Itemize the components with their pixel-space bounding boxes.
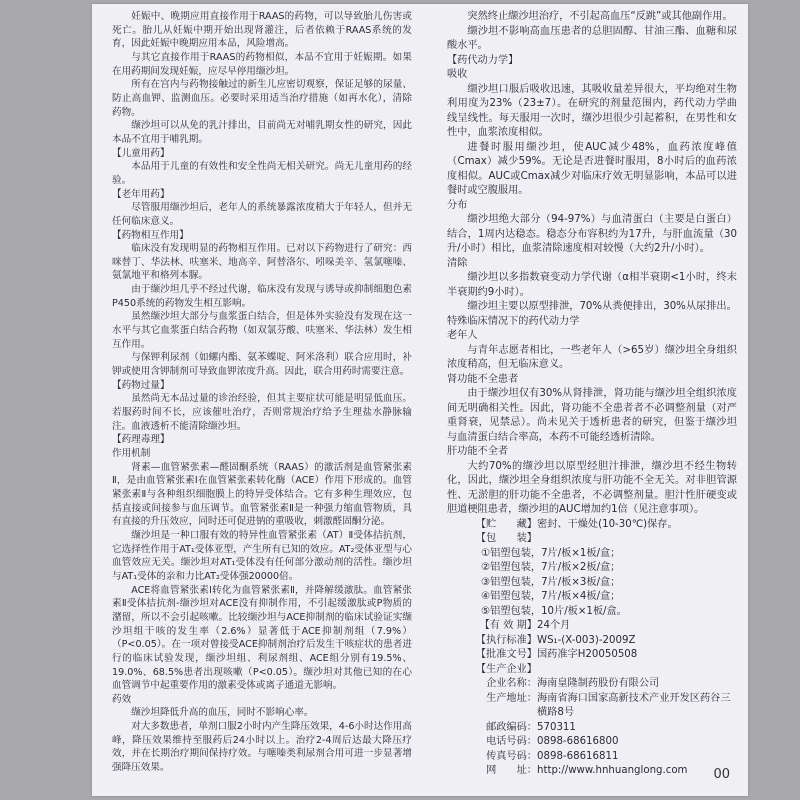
paragraph: 突然终止缬沙坦治疗，不引起高血压“反跳”或其他副作用。 bbox=[467, 11, 733, 22]
paragraph: 虽然缬沙坦大部分与血浆蛋白结合，但是体外实验没有发现在这一水平与其它血浆蛋白结合药物（如双氯芬酸、呋塞米、华法林）发生相互作用。 bbox=[112, 311, 412, 350]
info-label: 网 址： bbox=[486, 765, 537, 776]
info-row bbox=[447, 634, 737, 649]
section-heading: 【药物过量】 bbox=[112, 379, 170, 391]
subheading: 分布 bbox=[447, 199, 468, 211]
paragraph: 缬沙坦可以从免的乳汁排出，目前尚无对哺乳期女性的研究，因此本品不宜用于哺乳期。 bbox=[112, 120, 412, 145]
info-row bbox=[447, 764, 737, 779]
page-number: 00 bbox=[713, 767, 730, 782]
info-label: 生产地址： bbox=[486, 692, 537, 704]
paragraph: 缬沙坦主要以原型排泄，70%从粪便排出，30%从尿排出。 bbox=[467, 301, 737, 312]
paragraph: 缬沙坦口服后吸收迅速，其吸收量差异很大，平均绝对生物利用度为23%（23±7）。在研究的剂量范围内，药代动力学曲线呈线性。每天服用一次时，缬沙坦很少引起蓄积，在男性和女性中，血浆浓度相似。 bbox=[447, 83, 737, 138]
paragraph: 缬沙坦是一种口服有效的特异性血管紧张素（AT）Ⅱ受体拮抗剂，它选择性作用于AT₁受体亚型，产生所有已知的效应。AT₂受体亚型与心血管效应无关。缬沙坦对AT₁受体没有任何部分激动剂的活性。缬沙坦与AT₁受体的亲和力比AT₂受体强20000倍。 bbox=[112, 529, 412, 582]
subheading: 老年人 bbox=[447, 330, 478, 341]
info-value: 570311 bbox=[537, 721, 576, 733]
leaflet-page bbox=[92, 4, 748, 796]
paragraph: 与保钾利尿剂（如螺内酯、氨苯蝶啶、阿米洛利）联合应用时，补钾或使用含钾制剂可导致血钾浓度升高。因此，联合用药时需要注意。 bbox=[112, 352, 412, 378]
info-value: WS₁-(X-003)-2009Z bbox=[537, 634, 636, 646]
package-item: ②铝塑包装，7片/板×2板/盒； bbox=[481, 562, 621, 573]
info-row bbox=[447, 648, 737, 663]
paragraph: ACE将血管紧张素Ⅰ转化为血管紧张素Ⅱ，并降解缓激肽。血管紧张素Ⅱ受体拮抗剂-缬沙坦对ACE没有抑制作用，不引起缓激肽或P物质的潴留，所以不会引起咳嗽。比较缬沙坦与ACE抑制剂的临床试验证实缬沙坦组干咳的发生率（2.6%）显著低于ACE抑制剂组（7.9%）（P<0.05）。在一项对曾接受ACE抑制剂治疗后发生干咳症状的患者进行的临床试验发现，缬沙坦组、利尿剂组、ACE组分别有19.5%、19.0%、68.5%患者出现咳嗽（P<0.05）。缬沙坦对其他已知的在心血管调节中起重要作用的激素受体或离子通道无影响。 bbox=[112, 584, 412, 692]
info-label: 邮政编码： bbox=[486, 721, 537, 733]
subheading: 肾功能不全患者 bbox=[447, 373, 519, 385]
info-row bbox=[447, 677, 737, 692]
info-value: 24个月 bbox=[537, 620, 571, 631]
subheading: 清除 bbox=[447, 257, 468, 269]
info-label: 电话号码： bbox=[486, 736, 537, 747]
info-row bbox=[447, 663, 737, 678]
section-heading: 【药代动力学】 bbox=[447, 54, 519, 66]
section-heading: 【老年用药】 bbox=[112, 188, 170, 200]
subheading: 肝功能不全者 bbox=[447, 446, 509, 457]
paragraph: 虽然尚无本品过量的诊治经验，但其主要症状可能是明显低血压。若服药时间不长，应该催吐治疗，否则常规治疗给予生理盐水静脉输注。血液透析不能清除缬沙坦。 bbox=[112, 393, 412, 432]
section-heading: 【药理毒理】 bbox=[112, 434, 170, 446]
package-item: ③铝塑包装，7片/板×3板/盒； bbox=[481, 576, 621, 588]
subheading: 药效 bbox=[112, 693, 132, 705]
info-row bbox=[447, 518, 737, 533]
info-label: 【有 效 期】 bbox=[479, 620, 537, 631]
info-label: 【贮 藏】 bbox=[475, 518, 537, 530]
paragraph: 肾素—血管紧张素—醛固酮系统（RAAS）的激活剂是血管紧张素Ⅱ，是由血管紧张素Ⅰ在血管紧张素转化酶（ACE）作用下形成的。血管紧张素Ⅱ与各种组织细胞膜上的特异受体结合。它有多种生理效应，包括直接或间接参与血压调节。血管紧张素Ⅱ是一种强力缩血管物质，具有直接的升压效应，同时还可促进钠的重吸收，刺激醛固酮分泌。 bbox=[112, 461, 412, 528]
subheading: 作用机制 bbox=[112, 448, 151, 459]
subheading: 吸收 bbox=[447, 69, 468, 80]
paragraph: 与其它直接作用于RAAS的药物相似，本品不宜用于妊娠期。如果在用药期间发现妊娠，应尽早停用缬沙坦。 bbox=[112, 51, 412, 77]
paragraph: 缬沙坦以多指数衰变动力学代谢（α相半衰期<1小时，终末半衰期约9小时）。 bbox=[447, 272, 737, 298]
info-value bbox=[537, 663, 737, 678]
info-label: 【包 装】 bbox=[475, 533, 537, 544]
info-value: 0898-68616811 bbox=[537, 750, 619, 762]
info-label: 【生产企业】 bbox=[475, 663, 537, 675]
info-row bbox=[447, 721, 737, 736]
info-value: 国药准字H20050508 bbox=[537, 649, 638, 660]
paragraph: 缬沙坦不影响高血压患者的总胆固醇、甘油三酯、血糖和尿酸水平。 bbox=[447, 25, 737, 51]
info-value: http://www.hnhuanglong.com bbox=[537, 765, 688, 776]
info-row bbox=[447, 735, 737, 750]
paragraph: 妊娠中、晚期应用直接作用于RAAS的药物，可以导致胎儿伤害或死亡。胎儿从妊娠中期开始出现肾灌注，后者依赖于RAAS系统的发育，因此妊娠中晚期应用本品，风险增高。 bbox=[112, 11, 412, 50]
paragraph: 大约70%的缬沙坦以原型经胆汁排泄，缬沙坦不经生物转化，因此，缬沙坦全身组织浓度与肝功能不全无关。对非胆管源性、无淤胆的肝功能不全患者，不必调整剂量。胆汁性肝硬变或胆道梗阻患者，缬沙坦的AUC增加约1倍（见注意事项）。 bbox=[447, 460, 737, 515]
right-column bbox=[447, 10, 737, 779]
paragraph: 缬沙坦绝大部分（94-97%）与血清蛋白（主要是白蛋白）结合，1周内达稳态。稳态分布容积约为17升，与肝血流量（30升/小时）相比，血浆清除速度相对较慢（大约2升/小时）。 bbox=[447, 214, 737, 254]
paragraph: 由于缬沙坦几乎不经过代谢，临床没有发现与诱导或抑制细胞色素P450系统的药物发生相互影响。 bbox=[112, 284, 412, 309]
info-value: 海南皇隆制药股份有限公司 bbox=[537, 678, 660, 689]
paragraph: 尽管服用缬沙坦后，老年人的系统暴露浓度稍大于年轻人，但并无任何临床意义。 bbox=[112, 202, 412, 227]
section-heading: 【儿童用药】 bbox=[112, 147, 170, 159]
info-value: 海南省海口国家高新技术产业开发区药谷三横路8号 bbox=[537, 692, 731, 718]
paragraph: 与青年志愿者相比，一些老年人（>65岁）缬沙坦全身组织浓度稍高，但无临床意义。 bbox=[447, 344, 737, 370]
package-item: ①铝塑包装，7片/板×1板/盒； bbox=[481, 547, 621, 559]
paragraph: 所有在宫内与药物接触过的新生儿应密切观察，保证足够的尿量、防止高血钾、监测血压。必要时采用适当治疗措施（如再水化），清除药物。 bbox=[112, 79, 412, 118]
info-row bbox=[447, 692, 737, 721]
package-item: ④铝塑包装，7片/板×4板/盒； bbox=[481, 591, 621, 602]
paragraph: 临床没有发现明显的药物相互作用。已对以下药物进行了研究：西咪替丁、华法林、呋塞米、地高辛、阿替洛尔、吲哚美辛、氢氯噻嗪、氨氯地平和格列本脲。 bbox=[112, 243, 412, 282]
info-label: 传真号码： bbox=[486, 750, 537, 762]
info-value: 0898-68616800 bbox=[537, 736, 619, 747]
info-value bbox=[537, 532, 737, 547]
info-label: 企业名称： bbox=[486, 678, 537, 689]
paragraph: 缬沙坦降低升高的血压，同时不影响心率。 bbox=[131, 707, 314, 719]
section-heading: 【药物相互作用】 bbox=[112, 229, 189, 241]
info-label: 【批准文号】 bbox=[475, 649, 537, 660]
left-column bbox=[112, 10, 412, 775]
info-row bbox=[447, 750, 737, 765]
paragraph: 对大多数患者，单剂口服2小时内产生降压效果，4-6小时达作用高峰，降压效果维持至服药后24小时以上。治疗2-4周后达最大降压疗效，并在长期治疗期间保持疗效。与噻嗪类利尿剂合用可进一步显著增强降压效果。 bbox=[112, 721, 412, 774]
info-row bbox=[447, 619, 737, 634]
paragraph: 本品用于儿童的有效性和安全性尚无相关研究。尚无儿童用药的经验。 bbox=[112, 161, 412, 186]
paragraph: 由于缬沙坦仅有30%从肾排泄，肾功能与缬沙坦全组织浓度间无明确相关性。因此，肾功能不全患者者不必调整剂量（对严重肾衰，见禁忌）。尚未见关于透析患者的研究，但鉴于缬沙坦与血清蛋白结合率高，本药不可能经透析清除。 bbox=[447, 388, 737, 443]
info-value: 密封、干燥处(10-30℃)保存。 bbox=[537, 518, 678, 530]
package-item: ⑤铝塑包装，10片/板×1板/盒。 bbox=[481, 605, 627, 617]
info-label: 【执行标准】 bbox=[475, 634, 537, 646]
paragraph: 进餐时服用缬沙坦，使AUC减少48%，血药浓度峰值（Cmax）减少59%。无论是否进餐时服用，8小时后的血药浓度相似。AUC或Cmax减少对临床疗效无明显影响，本品可以进餐时或空腹服用。 bbox=[447, 141, 737, 196]
info-row bbox=[447, 532, 737, 547]
subheading: 特殊临床情况下的药代动力学 bbox=[447, 315, 580, 327]
